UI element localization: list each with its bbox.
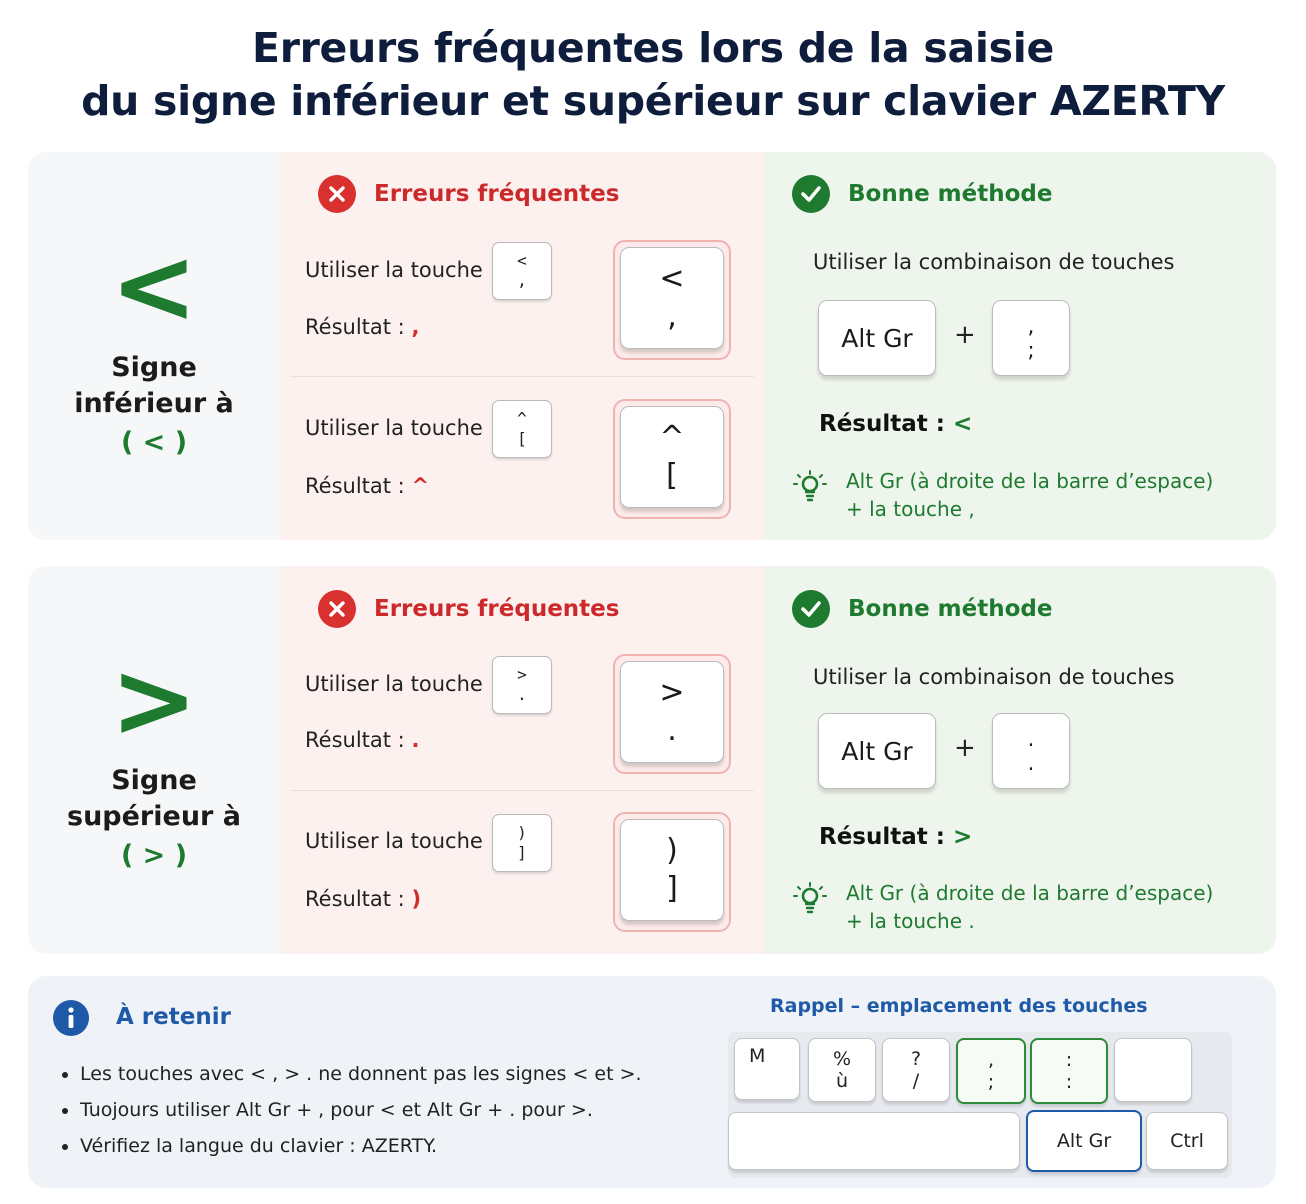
spacebar-key (728, 1112, 1020, 1170)
sign-paren: ( < ) (120, 427, 188, 458)
key-top: . (1027, 727, 1035, 751)
key-top: > (659, 675, 685, 710)
key-altgr: Alt Gr (1026, 1110, 1142, 1172)
tip-line-1: Alt Gr (à droite de la barre d’espace) (846, 881, 1214, 905)
plus-sign: + (954, 320, 976, 350)
use-key-text: Utiliser la touche (305, 672, 483, 696)
big-key (620, 819, 724, 921)
key-top: < (659, 261, 685, 296)
result-value: < (953, 411, 973, 437)
good-method-title: Bonne méthode (848, 181, 1053, 207)
small-key (492, 656, 552, 714)
result-line (819, 824, 972, 850)
combo-text: Utiliser la combinaison de touches (813, 250, 1175, 274)
errors-header (318, 175, 619, 213)
info-icon (53, 1000, 89, 1036)
result-line (305, 474, 429, 498)
key-bottom: . (667, 713, 677, 748)
key-top: ^ (517, 409, 527, 428)
good-method-header (792, 590, 1052, 628)
result-label: Résultat : (305, 887, 405, 911)
page-title (0, 22, 1306, 128)
tip-line-2: + la touche , (846, 497, 975, 521)
errors-title: Erreurs fréquentes (374, 596, 620, 622)
remember-list (58, 1056, 642, 1164)
key-bottom: : (1065, 1071, 1073, 1093)
key-top: % (832, 1048, 852, 1070)
good-method-title: Bonne méthode (848, 596, 1053, 622)
list-item: • Les touches avec < , > . ne donnent pas les signes < et >. (80, 1056, 642, 1092)
divider (290, 790, 754, 791)
remember-panel (28, 976, 1276, 1188)
key-bottom: ] (517, 843, 527, 862)
big-key-frame (613, 654, 731, 774)
keyboard-title: Rappel – emplacement des touches (770, 995, 1148, 1017)
small-key (492, 242, 552, 300)
use-key-text: Utiliser la touche (305, 416, 483, 440)
plus-sign: + (954, 733, 976, 763)
period-key (992, 713, 1070, 789)
key-top: , (1027, 314, 1035, 338)
divider (290, 376, 754, 377)
section-less-than (28, 152, 1276, 540)
result-value: > (953, 824, 973, 850)
result-line (305, 315, 419, 339)
key-top: , (987, 1049, 995, 1071)
tip-text (846, 879, 1213, 935)
keyboard-diagram (728, 1032, 1232, 1178)
check-icon (792, 590, 830, 628)
sign-label-line-2: inférieur à (74, 388, 234, 419)
altgr-key: Alt Gr (818, 713, 936, 789)
lightbulb-icon (792, 469, 828, 509)
tip-line-1: Alt Gr (à droite de la barre d’espace) (846, 469, 1214, 493)
small-key (492, 814, 552, 872)
result-line (819, 411, 972, 437)
key-top: ) (517, 823, 527, 842)
result-value: ^ (411, 474, 430, 498)
tip-text (846, 467, 1213, 523)
key-top: < (517, 251, 527, 270)
error-x-icon (318, 175, 356, 213)
errors-title: Erreurs fréquentes (374, 181, 620, 207)
altgr-key: Alt Gr (818, 300, 936, 376)
use-key-text: Utiliser la touche (305, 258, 483, 282)
key-bottom: , (517, 271, 527, 290)
key-bottom: . (1027, 751, 1035, 775)
small-key (492, 400, 552, 458)
key-ctrl: Ctrl (1146, 1112, 1228, 1170)
lightbulb-icon (792, 881, 828, 921)
key-bottom: [ (517, 429, 527, 448)
big-key-frame (613, 399, 731, 519)
key-bottom: [ (666, 458, 678, 493)
check-icon (792, 175, 830, 213)
result-label: Résultat : (819, 411, 945, 437)
sign-label-line-2: supérieur à (67, 801, 241, 832)
good-method-header (792, 175, 1052, 213)
result-value: , (411, 315, 420, 339)
big-key (620, 247, 724, 349)
sign-label-line-1: Signe (111, 352, 197, 383)
result-label: Résultat : (819, 824, 945, 850)
sign-paren: ( > ) (120, 840, 188, 871)
big-key-frame (613, 240, 731, 360)
big-key (620, 406, 724, 508)
key-top: > (517, 665, 527, 684)
title-line-1: Erreurs fréquentes lors de la saisie (252, 24, 1054, 72)
list-item: • Vérifiez la langue du clavier : AZERTY. (80, 1128, 642, 1164)
title-line-2: du signe inférieur et supérieur sur clavier AZERTY (81, 77, 1225, 125)
key-top: ) (666, 833, 678, 868)
key-bottom: ; (987, 1071, 995, 1093)
key-top: M (749, 1045, 766, 1067)
key-bottom: , (667, 299, 677, 334)
section-greater-than (28, 566, 1276, 954)
error-x-icon (318, 590, 356, 628)
list-item: • Tuojours utiliser Alt Gr + , pour < et Alt Gr + . pour >. (80, 1092, 642, 1128)
key-question (882, 1038, 950, 1102)
key-bottom: / (912, 1070, 920, 1092)
result-line (305, 887, 421, 911)
result-value: ) (411, 887, 422, 911)
big-key (620, 661, 724, 763)
result-value: . (411, 728, 420, 752)
key-bottom: ù (835, 1070, 849, 1092)
key-top: ^ (659, 420, 685, 455)
result-label: Résultat : (305, 728, 405, 752)
result-line (305, 728, 419, 752)
key-bottom: . (517, 685, 527, 704)
key-colon-highlighted (1030, 1038, 1108, 1104)
big-key-frame (613, 812, 731, 932)
errors-header (318, 590, 619, 628)
key-comma-highlighted (956, 1038, 1026, 1104)
result-label: Résultat : (305, 474, 405, 498)
key-bottom: ; (1027, 338, 1035, 362)
combo-text: Utiliser la combinaison de touches (813, 665, 1175, 689)
key-top: : (1065, 1049, 1073, 1071)
result-label: Résultat : (305, 315, 405, 339)
key-percent (808, 1038, 876, 1102)
key-bottom: ] (666, 871, 678, 906)
remember-title: À retenir (116, 1004, 231, 1030)
comma-key (992, 300, 1070, 376)
key-top: ? (910, 1048, 922, 1070)
sign-label-line-1: Signe (111, 765, 197, 796)
use-key-text: Utiliser la touche (305, 829, 483, 853)
tip-line-2: + la touche . (846, 909, 975, 933)
key-blank (1114, 1038, 1192, 1102)
big-symbol: > (110, 639, 198, 761)
key-m (734, 1038, 800, 1100)
big-symbol: < (110, 225, 198, 347)
